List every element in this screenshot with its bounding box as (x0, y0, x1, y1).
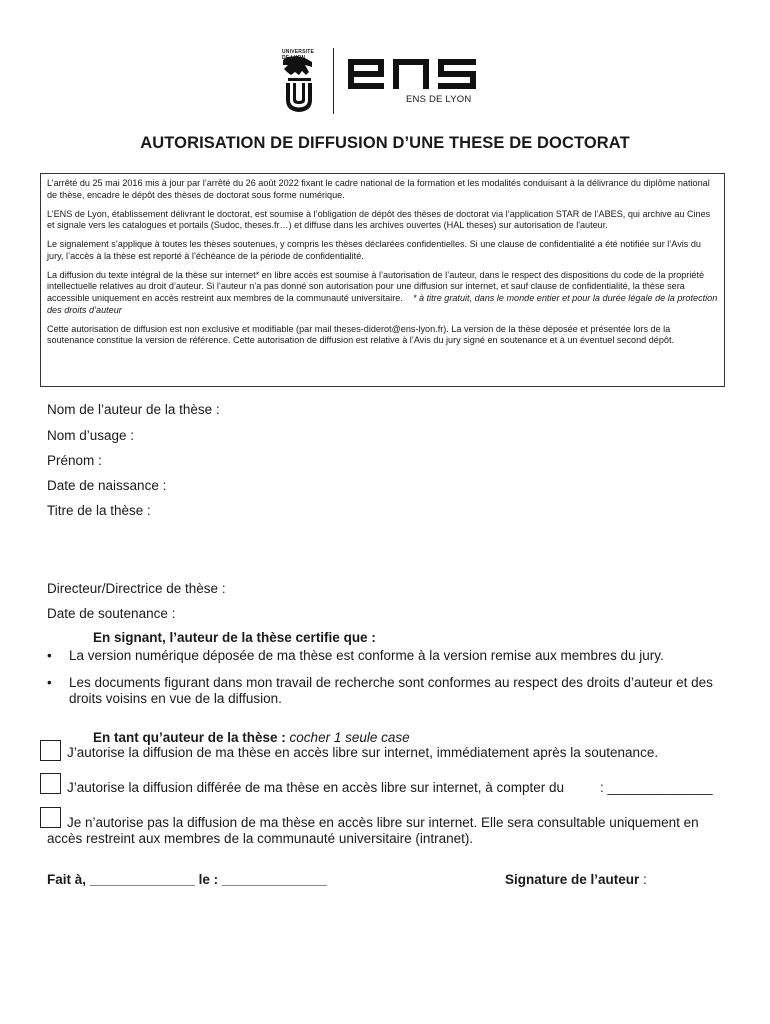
legal-info-box (40, 173, 725, 387)
header-logos (275, 45, 485, 120)
ens-name: ENS DE LYON (406, 94, 472, 105)
defense-date-field[interactable]: Date de soutenance : (47, 606, 176, 621)
ens-logo-mark (348, 59, 476, 89)
first-name-field[interactable]: Prénom : (47, 453, 102, 468)
info-paragraph-5: Cette autorisation de diffusion est non exclusive et modifiable (par mail theses-diderot@ens-lyon.fr). La version de la thèse déposée et présentée lors de la soutenance constitue la version de référence. Cette autorisation de diffusion est relative à l’Avis du jury signé en soutenance et à un éventuel second dépôt. (47, 323, 675, 346)
info-paragraph-3: Le signalement s’applique à toutes les thèses soutenues, y compris les thèses déclarées confidentielles. Si une clause de confidentialité a été notifiée sur l’Avis du jury, l’accès à la thèse est reporté à l’échéance de la période de confidentialité. (47, 239, 701, 261)
deferred-diffusion-label: J’autorise la diffusion différée de ma thèse en accès libre sur internet, à compter du (67, 780, 565, 795)
usage-name-field[interactable]: Nom d’usage : (47, 428, 135, 443)
director-field[interactable]: Directeur/Directrice de thèse : (47, 581, 226, 596)
info-paragraph-2: L’ENS de Lyon, établissement délivrant le doctorat, est soumise à l’obligation de dépôt des thèses de doctorat via l’application STAR de l’ABES, qui archive au Cines et signale vers les catalogues et portails (Sudoc, theses.fr…) et diffuse dans les archives ouvertes (HAL theses) sur autorisation de l'auteur. (47, 208, 711, 231)
info-footnote: * à titre gratuit, dans le monde entier et pour la durée légale de la protection des droits d’auteur (47, 292, 718, 315)
no-diffusion-label: Je n’autorise pas la diffusion de ma thèse en accès libre sur internet. Elle sera consultable uniquement en accès restreint aux membres de la communauté universitaire (intranet). (47, 815, 699, 846)
authorization-heading: En tant qu’auteur de la thèse : cocher 1 seule case (93, 730, 410, 745)
place-date-field[interactable]: Fait à, ______________ le : ______________ (47, 872, 327, 887)
page-title: AUTORISATION DE DIFFUSION D’UNE THESE DE DOCTORAT (140, 134, 630, 152)
author-name-field[interactable]: Nom de l’auteur de la thèse : (47, 402, 220, 417)
bullet-icon: • (47, 675, 52, 690)
certification-heading: En signant, l’auteur de la thèse certifie que : (93, 630, 376, 645)
deferred-date-field[interactable]: : ______________ (600, 780, 713, 795)
immediate-diffusion-checkbox[interactable] (40, 740, 61, 761)
info-paragraph-1: L’arrêté du 25 mai 2016 mis à jour par l’arrêté du 26 août 2022 fixant le cadre national de la formation et les modalités conduisant à la délivrance du diplôme national de thèse, encadre le dépôt des thèses de doctorat sous forme numérique. (47, 178, 710, 200)
birth-date-field[interactable]: Date de naissance : (47, 478, 167, 493)
logo-divider (333, 48, 334, 114)
thesis-title-field[interactable]: Titre de la thèse : (47, 503, 151, 518)
universite-de-lyon-logo (275, 45, 323, 115)
deferred-diffusion-checkbox[interactable] (40, 773, 61, 794)
info-paragraph-4: La diffusion du texte intégral de la thèse sur internet* en libre accès est soumise à l’autorisation de l’auteur, dans le respect des dispositions du code de la propriété intellectuelle relatives au droit d’auteur. Si l’auteur n’a pas donné son autorisation pour une diffusion sur internet, et sauf clause de confidentialité, la thèse sera accessible uniquement en accès restreint aux membres de la communauté universitaire. * à titre gratuit, dans le monde entier et pour la durée légale de la protection des droits d’auteur (47, 269, 718, 315)
immediate-diffusion-label: J’autorise la diffusion de ma thèse en accès libre sur internet, immédiatement après la soutenance. (67, 745, 659, 760)
university-logo-text: UNIVERSITE DE LYON (282, 49, 315, 61)
bullet-icon: • (47, 648, 52, 663)
signature-field[interactable]: Signature de l’auteur : (505, 872, 647, 887)
